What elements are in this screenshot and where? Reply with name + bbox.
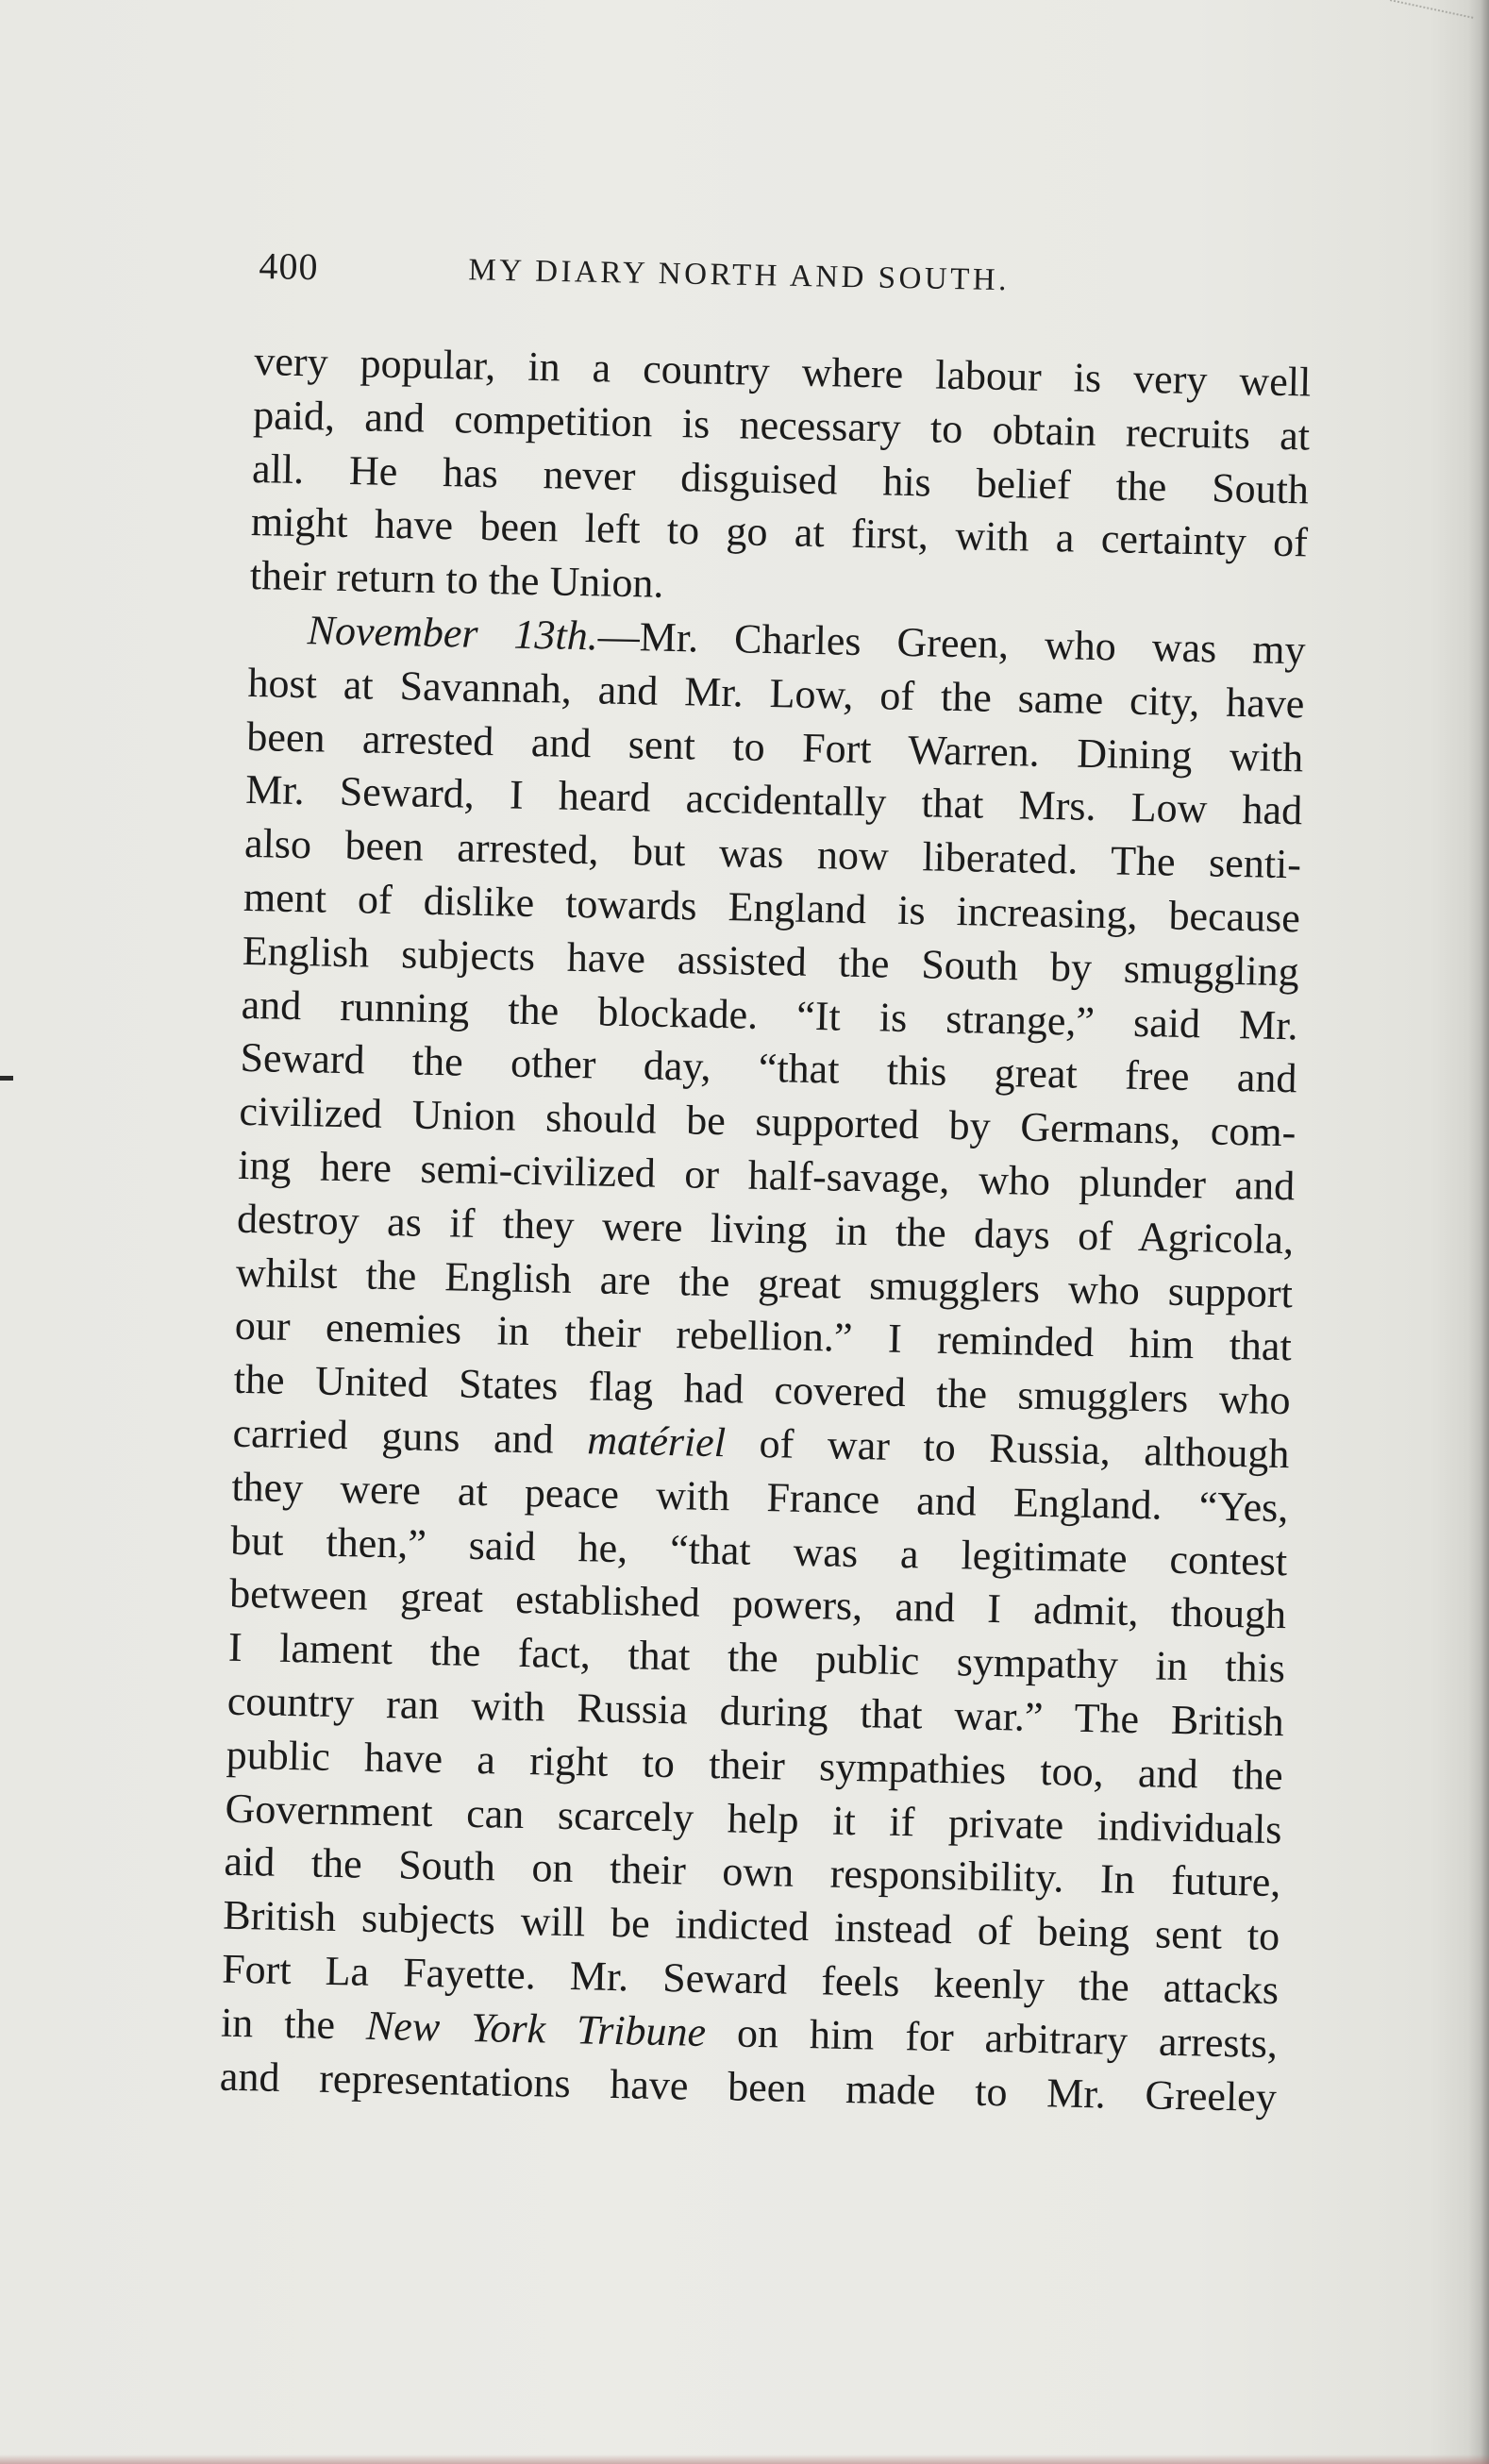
text-line: in the New York Tribune on him for arbitrary arrests, bbox=[220, 1999, 1279, 2067]
text-line: very popular, in a country where labour is very well bbox=[253, 337, 1312, 406]
text-line: ing here semi-civilized or half-savage, who plunder and bbox=[237, 1141, 1296, 1210]
text-line: country ran with Russia during that war.” The British bbox=[226, 1677, 1285, 1746]
newspaper-title: New York Tribune bbox=[365, 2002, 707, 2055]
text-line: ment of dislike towards England is increasing, because bbox=[243, 873, 1301, 942]
text-line: English subjects have assisted the South by smuggling bbox=[242, 927, 1300, 996]
corner-smudge bbox=[1382, 0, 1474, 56]
text-line: and representations have been made to Mr. Greeley bbox=[219, 2053, 1278, 2120]
text-line: but then,” said he, “that was a legitimate contest bbox=[229, 1517, 1288, 1584]
text-line: between great established powers, and I admit, though bbox=[228, 1570, 1287, 1638]
text-line: Government can scarcely help it if private individuals bbox=[225, 1785, 1282, 1852]
text-line: all. He has never disguised his belief the South bbox=[251, 444, 1310, 513]
page-bottom-edge bbox=[0, 2455, 1489, 2464]
italic-term: matériel bbox=[586, 1416, 727, 1467]
text-line: might have been left to go at first, with a certainty of bbox=[250, 498, 1309, 566]
text-line: the United States flag had covered the smugglers who bbox=[233, 1355, 1292, 1424]
text-line-date: November 13th.—Mr. Charles Green, who was my bbox=[307, 607, 1307, 674]
text-line: British subjects will be indicted instead of being sent to bbox=[222, 1891, 1280, 1960]
text-line: paid, and competition is necessary to obtain recruits at bbox=[252, 391, 1311, 460]
text-line: whilst the English are the great smugglers who support bbox=[235, 1249, 1294, 1316]
text-line: civilized Union should be supported by Germans, com- bbox=[238, 1087, 1297, 1156]
text-line: been arrested and sent to Fort Warren. Dining with bbox=[245, 712, 1304, 780]
text-line: carried guns and matériel of war to Russia, although bbox=[232, 1409, 1290, 1478]
text-line: our enemies in their rebellion.” I reminded him that bbox=[234, 1302, 1293, 1370]
spine-shadow bbox=[1468, 0, 1489, 2464]
page-header bbox=[259, 243, 1109, 316]
body-text bbox=[219, 335, 1320, 2125]
page-number: 400 bbox=[259, 243, 319, 289]
text-line: Seward the other day, “that this great free and bbox=[240, 1034, 1297, 1102]
text-line: they were at peace with France and England. “Yes, bbox=[231, 1463, 1289, 1531]
text-line: public have a right to their sympathies too, and the bbox=[226, 1731, 1284, 1799]
text-line: and running the blockade. “It is strange,” said Mr. bbox=[241, 981, 1299, 1048]
text-line: host at Savannah, and Mr. Low, of the same city, have bbox=[247, 659, 1305, 728]
text-line: destroy as if they were living in the days of Agricola, bbox=[236, 1195, 1295, 1264]
text-line: Mr. Seward, I heard accidentally that Mrs. Low had bbox=[244, 766, 1303, 834]
text-line: their return to the Union. bbox=[249, 552, 664, 607]
running-title: MY DIARY NORTH AND SOUTH. bbox=[468, 253, 1011, 298]
diary-date: November 13th. bbox=[307, 607, 599, 660]
text-line: aid the South on their own responsibility. In future, bbox=[224, 1837, 1281, 1906]
text-line: I lament the fact, that the public sympathy in this bbox=[227, 1623, 1286, 1692]
edge-mark bbox=[0, 1076, 13, 1081]
text-line: Fort La Fayette. Mr. Seward feels keenly the attacks bbox=[221, 1945, 1280, 2014]
text-line: also been arrested, but was now liberated. The senti- bbox=[243, 820, 1302, 888]
